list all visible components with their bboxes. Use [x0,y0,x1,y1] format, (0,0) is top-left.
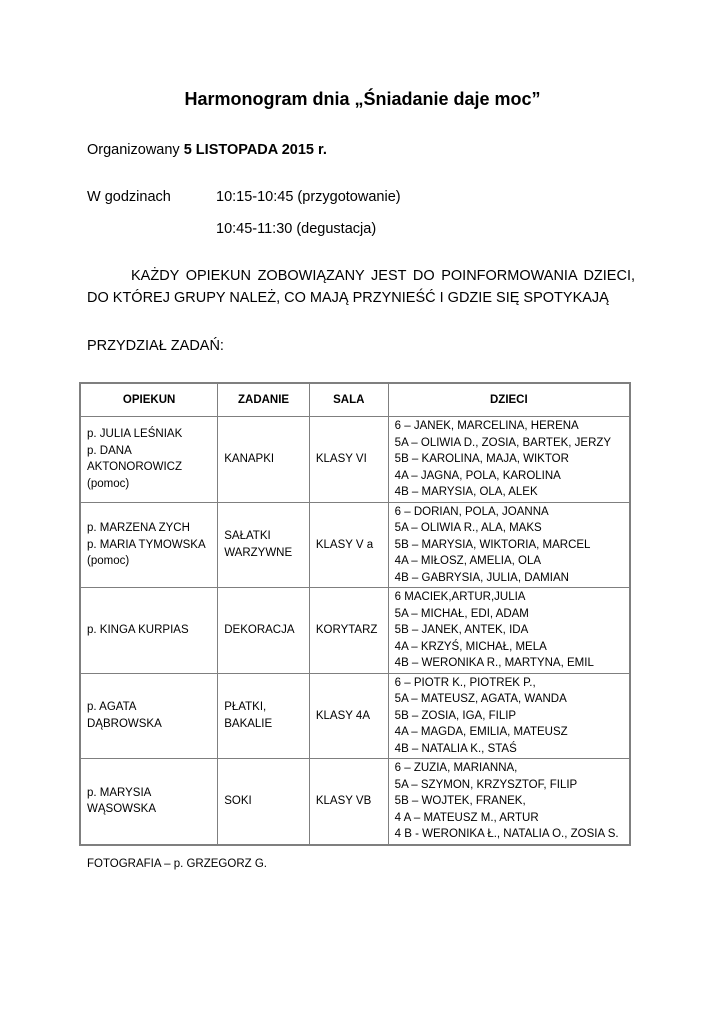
children-group: 6 – ZUZIA, MARIANNA, [394,762,518,774]
task-cell [218,417,310,503]
guardian-name: p. AGATA [87,701,137,714]
children-group: 5A – OLIWIA D., ZOSIA, BARTEK, JERZY [394,436,612,449]
hours-slot-tasting: 10:45-11:30 (degustacja) [216,221,377,237]
guardian-cell [80,417,218,503]
guardian-name: (pomoc) [87,555,130,567]
room-cell: KLASY 4A [309,673,388,759]
children-group: 6 MACIEK,ARTUR,JULIA [394,591,526,603]
children-group: 4A – KRZYŚ, MICHAŁ, MELA [394,640,547,653]
task-cell [218,759,310,845]
guardian-name: p. DANA AKTONOROWICZ [87,444,182,474]
guardian-cell [80,673,218,759]
document-title: Harmonogram dnia „Śniadanie daje moc” [184,89,541,109]
children-group: 4 A – MATEUSZ M., ARTUR [394,811,539,824]
children-cell [388,759,630,845]
hours-label: W godzinach [87,189,171,205]
room-cell: KLASY VB [309,759,388,845]
guardian-cell [80,588,218,674]
organized-date: 5 LISTOPADA 2015 r. [183,142,327,158]
guardian-name: p. JULIA LEŚNIAK [87,428,183,441]
table-body [80,417,630,845]
children-group: 5A – SZYMON, KRZYSZTOF, FILIP [394,778,578,791]
children-group: 4B – NATALIA K., STAŚ [394,742,517,755]
task-cell [218,673,310,759]
task-name: KANAPKI [224,453,275,465]
header-children: DZIECI [388,383,630,417]
children-cell [388,502,630,588]
header-guardian: OPIEKUN [80,383,218,417]
room-cell: KORYTARZ [309,588,388,674]
task-cell [218,502,310,588]
children-group: 5B – KAROLINA, MAJA, WIKTOR [394,453,569,465]
header-task: ZADANIE [218,383,310,417]
children-group: 4B – MARYSIA, OLA, ALEK [394,486,538,498]
guardian-name: (pomoc) [87,477,130,490]
task-name: WARZYWNE [224,546,293,559]
photography-credit: FOTOGRAFIA – p. GRZEGORZ G. [87,858,267,870]
table-row [80,502,630,588]
guardian-cell [80,502,218,588]
children-cell [388,417,630,503]
children-group: 4 B - WERONIKA Ł., NATALIA O., ZOSIA S. [394,828,619,840]
task-name: SAŁATKI [224,530,271,543]
children-group: 5A – MICHAŁ, EDI, ADAM [394,607,529,620]
children-group: 5B – MARYSIA, WIKTORIA, MARCEL [394,538,591,551]
children-group: 4A – MAGDA, EMILIA, MATEUSZ [394,726,568,738]
children-group: 5B – JANEK, ANTEK, IDA [394,624,529,636]
room-cell: KLASY VI [309,417,388,503]
children-group: 6 – JANEK, MARCELINA, HERENA [394,420,579,432]
task-name: SOKI [224,795,252,807]
children-cell [388,588,630,674]
children-group: 4A – JAGNA, POLA, KAROLINA [394,469,561,482]
guardian-name: DĄBROWSKA [87,717,162,730]
children-group: 4B – WERONIKA R., MARTYNA, EMIL [394,657,594,669]
children-group: 6 – PIOTR K., PIOTREK P., [394,676,536,689]
task-name: BAKALIE [224,717,273,730]
instruction-text: KAŻDY OPIEKUN ZOBOWIĄZANY JEST DO POINFORMOWANIA DZIECI, DO KTÓREJ GRUPY NALEŻ, CO MAJĄ PRZYNIEŚĆ I GDZIE SIĘ SPOTYKAJĄ [87,268,635,306]
guardian-name: p. MARZENA ZYCH [87,522,190,534]
table-row [80,759,630,845]
guardian-name: p. KINGA KURPIAS [87,624,189,636]
organized-line [87,142,327,158]
children-cell [388,673,630,759]
table-row [80,673,630,759]
guardian-cell [80,759,218,845]
task-cell [218,588,310,674]
table-header-row [80,383,630,417]
children-group: 6 – DORIAN, POLA, JOANNA [394,505,549,518]
task-name: PŁATKI, [224,701,267,714]
hours-slot-preparation: 10:15-10:45 (przygotowanie) [216,189,401,205]
task-name: DEKORACJA [224,624,295,636]
assignments-heading: PRZYDZIAŁ ZADAŃ: [87,338,224,354]
children-group: 5B – WOJTEK, FRANEK, [394,795,526,807]
room-cell: KLASY V a [309,502,388,588]
table-row [80,588,630,674]
children-group: 4B – GABRYSIA, JULIA, DAMIAN [394,571,569,584]
guardian-name: p. MARYSIA [87,786,152,799]
guardian-name: p. MARIA TYMOWSKA [87,538,206,551]
children-group: 4A – MIŁOSZ, AMELIA, OLA [394,555,542,567]
header-room: SALA [309,383,388,417]
organized-label: Organizowany [87,142,180,158]
table-row [80,417,630,503]
children-group: 5A – OLIWIA R., ALA, MAKS [394,522,542,534]
assignments-table [79,382,631,846]
guardian-name: WĄSOWSKA [87,803,157,816]
instruction-paragraph [87,265,635,309]
children-group: 5A – MATEUSZ, AGATA, WANDA [394,693,567,705]
children-group: 5B – ZOSIA, IGA, FILIP [394,709,517,722]
